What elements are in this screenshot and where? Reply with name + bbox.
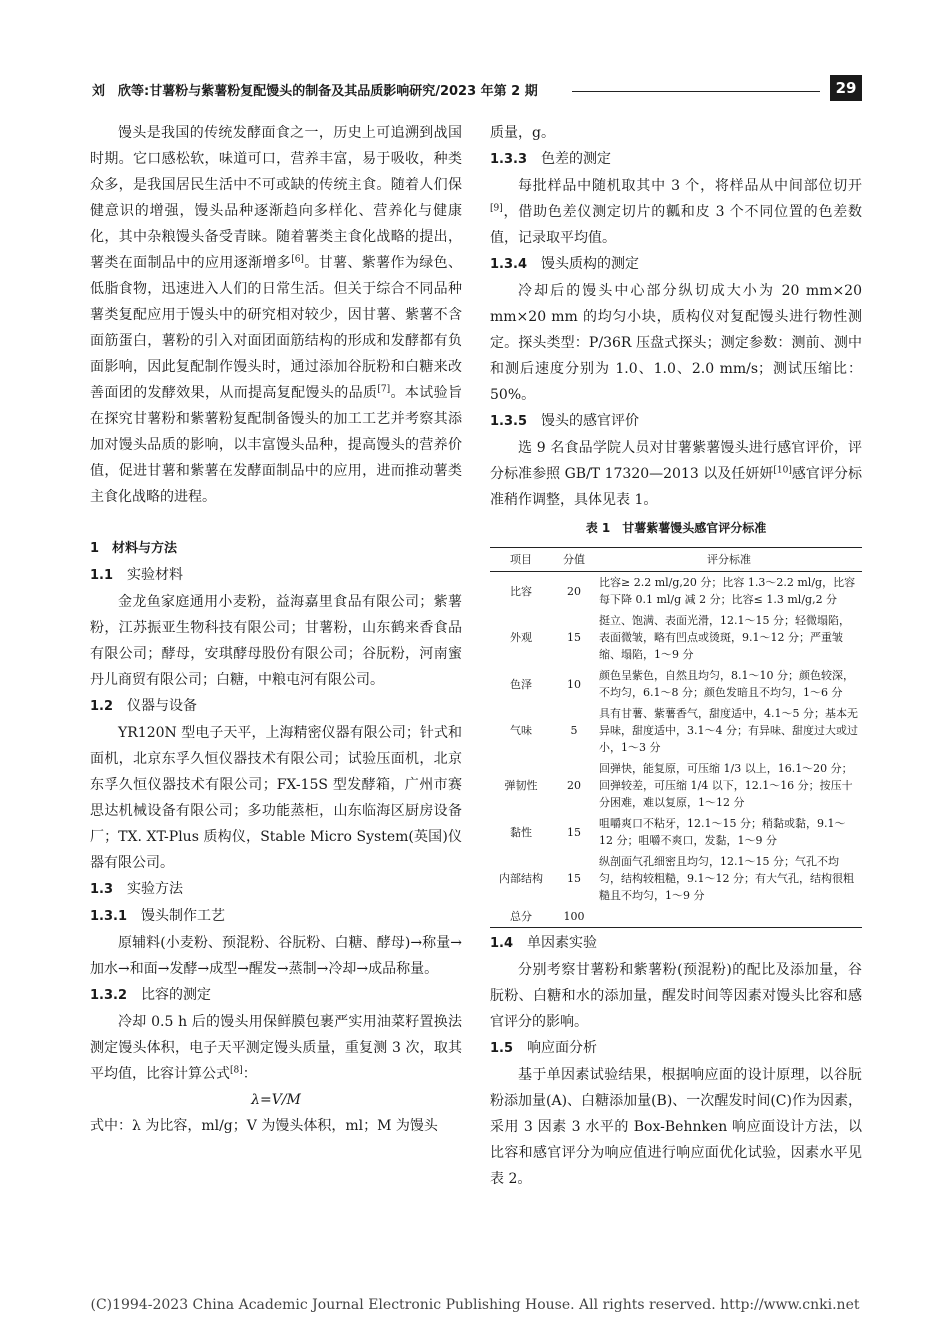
- color-paragraph: 每批样品中随机取其中 3 个，将样品从中间部位切开[9]，借助色差仪测定切片的瓤和皮 3 个不同位置的色差数值，记录取平均值。: [490, 178, 862, 246]
- heading-1-3-2: 1.3.2 比容的测定: [90, 987, 212, 1003]
- table-row: 比容 20 比容≥ 2.2 ml/g,20 分；比容 1.3～2.2 ml/g，比容每下降 0.1 ml/g 减 2 分；比容≤ 1.3 ml/g,2 分: [510, 576, 856, 606]
- heading-1-3-5: 1.3.5 馒头的感官评价: [490, 413, 640, 429]
- heading-1-5: 1.5 响应面分析: [490, 1040, 598, 1056]
- sensory-paragraph: 选 9 名食品学院人员对甘薯紫薯馒头进行感官评价，评分标准参照 GB/T 17320—2013 以及任妍妍[10]感官评分标准稍作调整，具体见表 1。: [490, 440, 863, 508]
- header-rule: [572, 91, 820, 92]
- table-row: 总分 100: [490, 906, 862, 928]
- texture-paragraph: 冷却后的馒头中心部分纵切成大小为 20 mm×20 mm×20 mm 的均匀小块，质构仪对复配馒头进行物性测定。探头类型：P/36R 压盘式探头；测定参数：测前、测中和测后速度分别为 1.0、1.0、2.0 mm/s；测试压缩比：50%。: [490, 283, 862, 403]
- heading-1-3-4: 1.3.4 馒头质构的测定: [490, 256, 640, 272]
- heading-1-3: 1.3 实验方法: [90, 881, 184, 897]
- citation-6[interactable]: [6]: [291, 254, 304, 265]
- table-row: 内部结构 15 纵剖面气孔细密且均匀，12.1～15 分；气孔不均匀，结构较粗糙，9.1～12 分；有大气孔，结构很粗糙且不均匀，1～9 分: [499, 855, 854, 902]
- equipment-paragraph: YR120N 型电子天平，上海精密仪器有限公司；针式和面机，北京东孚久恒仪器技术有限公司；试验压面机，北京东孚久恒仪器技术有限公司；FX-15S 型发酵箱，广州市赛思达机械设备有限公司；多功能蒸柜，山东临海区厨房设备厂；TX. XT-Plus 质构仪，Stable Micro System(英国)仪器有限公司。: [90, 725, 462, 871]
- heading-1-2: 1.2 仪器与设备: [90, 698, 198, 714]
- formula-description: 式中：λ 为比容，ml/g；V 为馒头体积，ml；M 为馒头: [90, 1118, 438, 1134]
- citation-9[interactable]: [9]: [490, 203, 503, 214]
- heading-1-3-3: 1.3.3 色差的测定: [490, 151, 612, 167]
- process-paragraph: 原辅料(小麦粉、预混粉、谷朊粉、白糖、酵母)→称量→加水→和面→发酵→成型→醒发→蒸制→冷却→成品称量。: [90, 935, 462, 977]
- table-row: 色泽 10 颜色呈紫色，自然且均匀，8.1～10 分；颜色较深，不均匀，6.1～8 分；颜色发暗且不均匀，1～6 分: [510, 669, 854, 699]
- single-factor-paragraph: 分别考察甘薯粉和紫薯粉(预混粉)的配比及添加量，谷朊粉、白糖和水的添加量，醒发时间等因素对馒头比容和感官评分的影响。: [490, 962, 862, 1030]
- table-row: 气味 5 具有甘薯、紫薯香气，甜度适中，4.1～5 分；基本无异味，甜度适中，3.1～4 分；有异味、甜度过大或过小，1～3 分: [510, 707, 858, 754]
- heading-1-3-1: 1.3.1 馒头制作工艺: [90, 908, 226, 924]
- page-number: 29: [830, 75, 862, 101]
- table-row: 弹韧性 20 回弹快，能复原，可压缩 1/3 以上，16.1～20 分；回弹较差，可压缩 1/4 以下，12.1～16 分；按压十分困难，难以复原，1～12 分: [504, 762, 853, 809]
- table-caption: 表 1 甘薯紫薯馒头感官评分标准: [585, 521, 767, 535]
- table-header-criteria: 评分标准: [596, 548, 862, 572]
- sensory-criteria-table: [490, 547, 862, 928]
- continued-text: 质量，g。: [490, 125, 555, 141]
- response-surface-paragraph: 基于单因素试验结果，根据响应面的设计原理，以谷朊粉添加量(A)、白糖添加量(B)、一次醒发时间(C)作为因素，采用 3 因素 3 水平的 Box-Behnken 响应面设计方法，以比容和感官评分为响应值进行响应面优化试验，因素水平见表 2。: [490, 1067, 862, 1187]
- table-row: 外观 15 挺立、饱满、表面光滑，12.1～15 分；轻微塌陷，表面微皱，略有凹点或烫斑，9.1～12 分；严重皱缩、塌陷，1～9 分: [510, 614, 850, 661]
- heading-1-4: 1.4 单因素实验: [490, 935, 598, 951]
- materials-paragraph: 金龙鱼家庭通用小麦粉，益海嘉里食品有限公司；紫薯粉，江苏振亚生物科技有限公司；甘薯粉，山东鹤来香食品有限公司；酵母，安琪酵母股份有限公司；谷朊粉，河南蜜丹儿商贸有限公司；白糖，中粮屯河有限公司。: [90, 594, 462, 688]
- specific-volume-paragraph: 冷却 0.5 h 后的馒头用保鲜膜包裹严实用油菜籽置换法测定馒头体积，电子天平测定馒头质量，重复测 3 次，取其平均值，比容计算公式[8]：: [90, 1014, 462, 1082]
- left-column: [90, 120, 462, 1139]
- heading-1-1: 1.1 实验材料: [90, 567, 184, 583]
- running-header: [92, 78, 862, 108]
- table-row: 黏性 15 咀嚼爽口不粘牙，12.1～15 分；稍黏或黏，9.1～12 分；咀嚼不爽口，发黏，1～9 分: [510, 817, 846, 847]
- citation-10[interactable]: [10]: [773, 465, 792, 476]
- right-column: [490, 120, 862, 1192]
- formula: λ=V/M: [251, 1092, 301, 1108]
- copyright-footer: (C)1994-2023 China Academic Journal Electronic Publishing House. All rights reserved. http://www.cnki.net: [90, 1297, 860, 1313]
- citation-7[interactable]: [7]: [377, 384, 391, 395]
- section-heading-1: 1 材料与方法: [90, 541, 178, 556]
- citation-8[interactable]: [8]: [230, 1065, 243, 1076]
- header-title: 刘 欣等:甘薯粉与紫薯粉复配馒头的制备及其品质影响研究/2023 年第 2 期: [92, 84, 538, 99]
- table-header-item: 项目: [490, 548, 552, 572]
- intro-paragraph: 馒头是我国的传统发酵面食之一，历史上可追溯到战国时期。它口感松软，味道可口，营养丰富，易于吸收，种类众多，是我国居民生活中不可或缺的传统主食。随着人们保健意识的增强，馒头品种逐渐趋向多样化、营养化与健康化，其中杂粮馒头备受青睐。随着薯类主食化战略的提出，薯类在面制品中的应用逐渐增多[6]。甘薯、紫薯作为绿色、低脂食物，迅速进入人们的日常生活。但关于综合不同品种薯类复配应用于馒头中的研究相对较少，因甘薯、紫薯不含面筋蛋白，薯粉的引入对面团面筋结构的形成和发酵都有负面影响，因此复配制作馒头时，通过添加谷朊粉和白糖来改善面团的发酵效果，从而提高复配馒头的品质[7]。本试验旨在探究甘薯粉和紫薯粉复配制备馒头的加工工艺并考察其添加对馒头品质的影响，以丰富馒头品种，提高馒头的营养价值，促进甘薯和紫薯在发酵面制品中的应用，进而推动薯类主食化战略的进程。: [90, 125, 463, 505]
- table-header-score: 分值: [552, 548, 596, 572]
